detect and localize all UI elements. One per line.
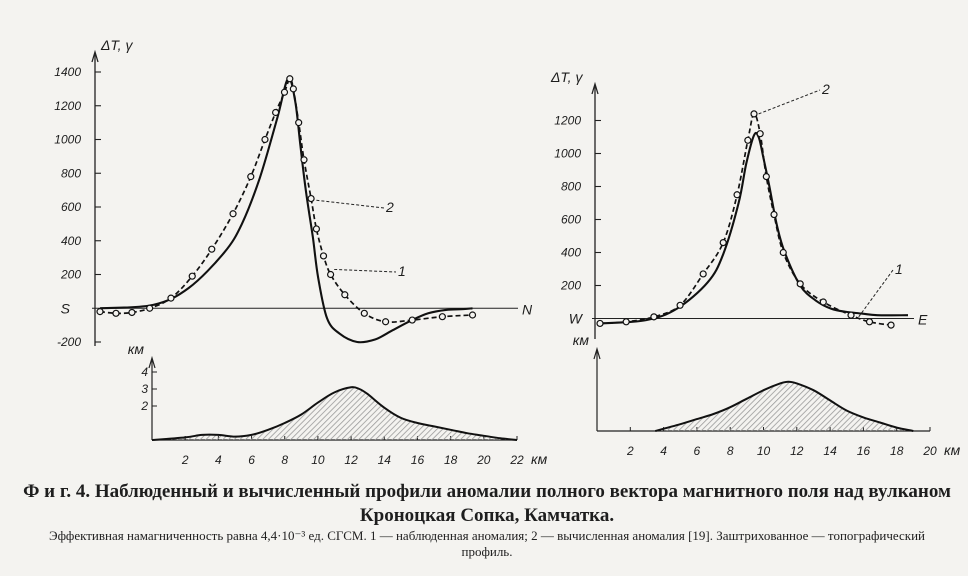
x-tick-label: 10 bbox=[756, 444, 771, 458]
y-tick-label: 200 bbox=[560, 278, 581, 293]
x-tick-label: 20 bbox=[477, 453, 491, 467]
series-marker-2 bbox=[147, 305, 153, 311]
series-line-1 bbox=[100, 78, 473, 342]
y-axis-label: км bbox=[572, 332, 589, 348]
x-tick-label: 22 bbox=[510, 453, 524, 467]
series-marker-2 bbox=[597, 320, 603, 326]
series-marker-2 bbox=[248, 174, 254, 180]
series-marker-2 bbox=[189, 273, 195, 279]
x-tick-label: 2 bbox=[626, 444, 634, 458]
y-tick-label: 1000 bbox=[54, 132, 81, 147]
y-axis-label: ΔT, γ bbox=[551, 69, 583, 85]
series-marker-2 bbox=[751, 111, 757, 117]
series-marker-2 bbox=[888, 322, 894, 328]
x-tick-label: 6 bbox=[693, 444, 701, 458]
x-tick-label: 6 bbox=[248, 453, 255, 467]
series-marker-2 bbox=[745, 137, 751, 143]
x-tick-label: 20 bbox=[923, 444, 937, 458]
series-marker-2 bbox=[230, 211, 236, 217]
series-marker-2 bbox=[623, 319, 629, 325]
y-tick-label: 600 bbox=[560, 212, 581, 227]
curve-label-1: 1 bbox=[895, 261, 903, 277]
series-marker-2 bbox=[328, 272, 334, 278]
topography-fill bbox=[655, 382, 913, 431]
left-anomaly-plot bbox=[54, 37, 533, 349]
series-marker-2 bbox=[308, 196, 314, 202]
series-marker-2 bbox=[129, 309, 135, 315]
series-marker-2 bbox=[734, 192, 740, 198]
series-marker-2 bbox=[700, 271, 706, 277]
series-line-2 bbox=[600, 114, 891, 325]
y-tick-label: 800 bbox=[60, 166, 81, 181]
left-topography-plot bbox=[128, 341, 548, 467]
series-marker-2 bbox=[262, 137, 268, 143]
y-tick-label: 4 bbox=[141, 365, 148, 379]
x-tick-label: 16 bbox=[410, 453, 425, 467]
y-tick-label: 400 bbox=[560, 245, 581, 260]
series-marker-2 bbox=[273, 110, 279, 116]
series-line-2 bbox=[100, 79, 473, 322]
series-marker-2 bbox=[409, 317, 415, 323]
x-tick-label: 2 bbox=[181, 453, 189, 467]
x-tick-label: 18 bbox=[890, 444, 904, 458]
y-tick-label: 3 bbox=[141, 382, 148, 396]
series-line-1 bbox=[600, 133, 908, 323]
y-tick-label: 200 bbox=[60, 267, 81, 282]
series-marker-2 bbox=[677, 302, 683, 308]
x-tick-label: 8 bbox=[726, 444, 734, 458]
series-marker-2 bbox=[720, 240, 726, 246]
y-tick-label: 1200 bbox=[554, 113, 581, 128]
direction-start-label: S bbox=[60, 300, 70, 317]
series-marker-2 bbox=[342, 292, 348, 298]
series-marker-2 bbox=[867, 319, 873, 325]
y-axis-label: ΔT, γ bbox=[101, 37, 133, 53]
series-marker-2 bbox=[383, 319, 389, 325]
y-tick-label: 1200 bbox=[54, 98, 81, 113]
x-tick-label: 16 bbox=[856, 444, 871, 458]
x-tick-label: 18 bbox=[443, 453, 458, 467]
x-tick-label: 14 bbox=[823, 444, 837, 458]
series-marker-2 bbox=[820, 299, 826, 305]
series-marker-2 bbox=[321, 253, 327, 259]
x-tick-label: 4 bbox=[660, 444, 667, 458]
y-axis-label: км bbox=[127, 341, 144, 357]
series-marker-2 bbox=[763, 174, 769, 180]
x-tick-label: 4 bbox=[215, 453, 222, 467]
right-anomaly-plot bbox=[550, 69, 928, 339]
curve-label-2: 2 bbox=[822, 81, 830, 97]
y-tick-label: 1000 bbox=[554, 146, 581, 161]
series-marker-2 bbox=[281, 89, 287, 95]
x-tick-label: 8 bbox=[281, 453, 289, 467]
series-marker-2 bbox=[797, 281, 803, 287]
series-marker-2 bbox=[361, 310, 367, 316]
series-marker-2 bbox=[313, 226, 319, 232]
series-marker-2 bbox=[439, 314, 445, 320]
y-tick-label: 800 bbox=[560, 179, 581, 194]
y-tick-label: -200 bbox=[56, 335, 81, 349]
direction-end-label: E bbox=[918, 311, 928, 328]
x-tick-label: 10 bbox=[311, 453, 325, 467]
series-marker-2 bbox=[113, 310, 119, 316]
figure-caption-title: Ф и г. 4. Наблюденный и вычисленный профили аномалии полного вектора магнитного поля над вулканом Кроноцкая Сопка, Камчатка. bbox=[23, 481, 951, 526]
series-marker-2 bbox=[757, 131, 763, 137]
direction-end-label: N bbox=[522, 301, 533, 318]
curve-label-leader bbox=[316, 200, 384, 208]
series-marker-2 bbox=[287, 76, 293, 82]
series-marker-2 bbox=[780, 250, 786, 256]
series-marker-2 bbox=[168, 295, 174, 301]
curve-label-leader bbox=[334, 269, 396, 272]
series-marker-2 bbox=[290, 86, 296, 92]
curve-label-1: 1 bbox=[398, 263, 406, 279]
curve-label-2: 2 bbox=[386, 199, 394, 215]
x-tick-label: 14 bbox=[377, 453, 391, 467]
series-marker-2 bbox=[301, 157, 307, 163]
y-tick-label: 2 bbox=[141, 399, 148, 413]
x-tick-label: 12 bbox=[344, 453, 358, 467]
series-marker-2 bbox=[97, 309, 103, 315]
figure-caption-body: Эффективная намагниченность равна 4,4·10⁻³ ед. СГСМ. 1 — наблюденная аномалия; 2 — вычисленная аномалия [19]. Заштрихованное — топографический профиль. bbox=[48, 528, 926, 559]
y-tick-label: 600 bbox=[60, 200, 81, 214]
series-marker-2 bbox=[651, 314, 657, 320]
series-marker-2 bbox=[848, 312, 854, 318]
series-marker-2 bbox=[296, 120, 302, 126]
x-axis-label: км bbox=[531, 451, 548, 467]
curve-label-leader bbox=[759, 90, 820, 114]
x-tick-label: 12 bbox=[790, 444, 804, 458]
curve-label-leader bbox=[859, 270, 893, 317]
y-tick-label: 1400 bbox=[54, 65, 81, 79]
x-axis-label: км bbox=[944, 442, 961, 458]
y-tick-label: 400 bbox=[60, 233, 81, 248]
series-marker-2 bbox=[209, 246, 215, 252]
right-topography-plot bbox=[573, 332, 961, 458]
series-marker-2 bbox=[771, 212, 777, 218]
direction-start-label: W bbox=[568, 310, 582, 327]
series-marker-2 bbox=[470, 312, 476, 318]
